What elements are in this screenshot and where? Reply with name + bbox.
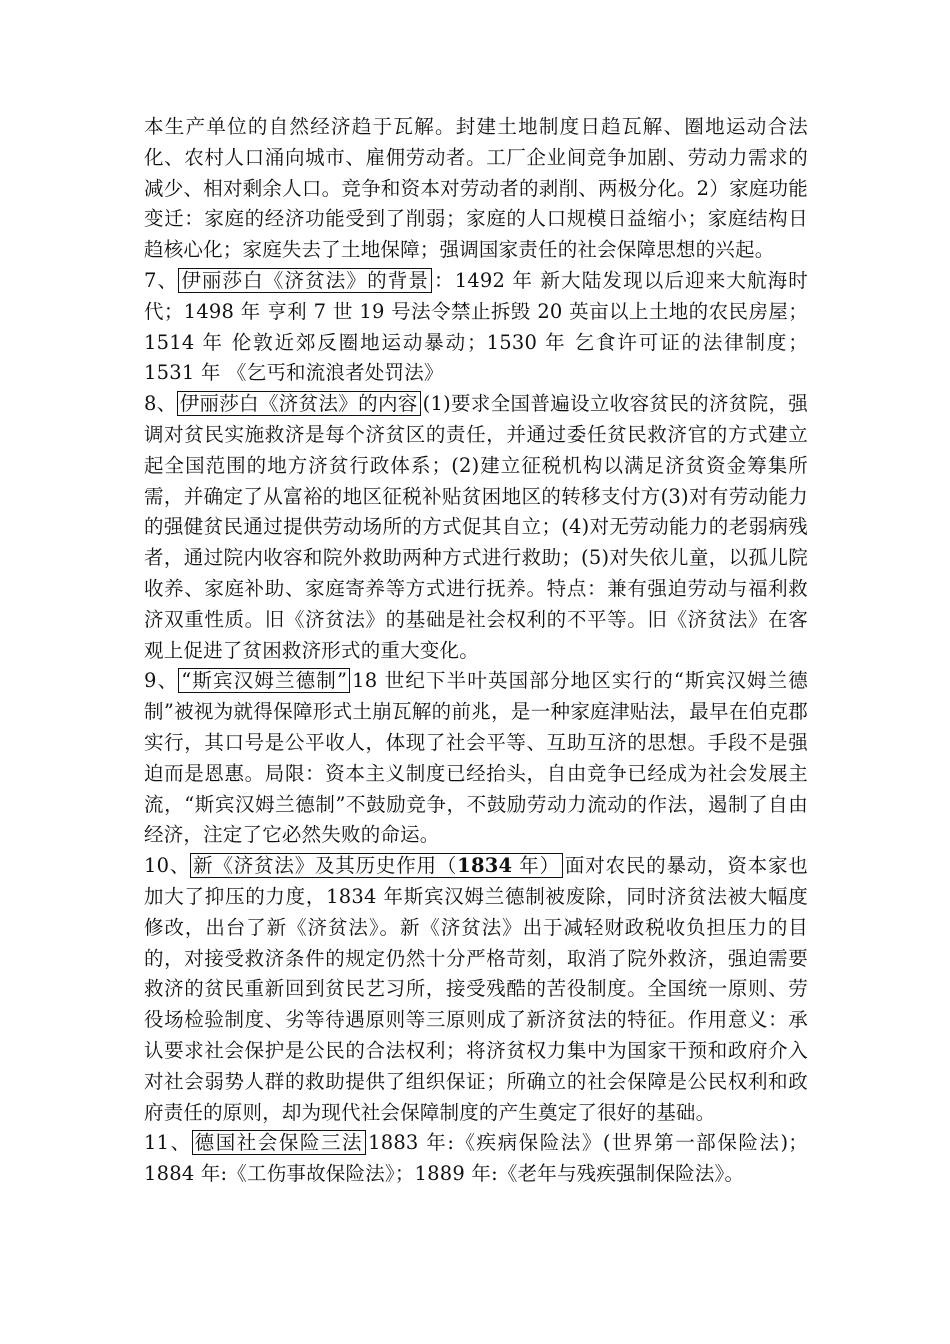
boxed-heading: “斯宾汉姆兰德制” [178, 668, 350, 693]
heading-year: 1834 [457, 854, 513, 878]
item-number: 7、 [144, 268, 179, 292]
item-number: 8、 [144, 392, 177, 416]
item-text: 1883 年:《疾病保险法》(世界第一部保险法)；1884 年:《工伤事故保险法》；1889 年:《老年与残疾强制保险法》。 [144, 1131, 808, 1186]
item-text: 18 世纪下半叶英国部分地区实行的“斯宾汉姆兰德制”被视为就得保障形式土崩瓦解的前兆，是一种家庭津贴法，最早在伯克郡实行，其口号是公平收人，体现了社会平等、互助互济的思想。手段不是强迫而是恩惠。局限：资本主义制度已经抬头，自由竞争已经成为社会发展主流，“斯宾汉姆兰德制”不鼓励竞争，不鼓励劳动力流动的作法，遏制了自由经济，注定了它必然失败的命运。 [144, 669, 809, 847]
item-text: 面对农民的暴动，资本家也加大了抑压的力度，1834 年斯宾汉姆兰德制被废除，同时济贫法被大幅度修改，出台了新《济贫法》。新《济贫法》出于减轻财政税收负担压力的目的，对接受救济条件的规定仍然十分严格苛刻，取消了院外救济，强迫需要救济的贫民重新回到贫民艺习所，接受残酷的苦役制度。全国统一原则、劳役场检验制度、劣等待遇原则等三原则成了新济贫法的特征。作用意义：承认要求社会保护是公民的合法权利；将济贫权力集中为国家干预和政府介入对社会弱势人群的救助提供了组织保证；所确立的社会保障是公民权利和政府责任的原则，却为现代社会保障制度的产生奠定了很好的基础。 [144, 854, 808, 1124]
boxed-heading: 伊丽莎白《济贫法》的内容 [177, 391, 421, 416]
item-11 [144, 1128, 808, 1190]
heading-text-end: 年） [512, 854, 560, 878]
item-number: 11、 [144, 1131, 192, 1155]
item-7 [144, 266, 808, 389]
item-number: 10、 [144, 854, 191, 878]
item-10 [144, 851, 808, 1128]
intro-paragraph: 本生产单位的自然经济趋于瓦解。封建土地制度日趋瓦解、圈地运动合法化、农村人口涌向城市、雇佣劳动者。工厂企业间竞争加剧、劳动力需求的减少、相对剩余人口。竞争和资本对劳动者的剥削、两极分化。2）家庭功能变迁：家庭的经济功能受到了削弱；家庭的人口规模日益缩小；家庭结构日趋核心化；家庭失去了土地保障；强调国家责任的社会保障思想的兴起。 [144, 115, 808, 262]
document-page [144, 112, 808, 1190]
boxed-heading: 伊丽莎白《济贫法》的背景 [178, 268, 432, 293]
item-text: (1)要求全国普遍设立收容贫民的济贫院，强调对贫民实施救济是每个济贫区的责任，并通过委任贫民救济官的方式建立起全国范围的地方济贫行政体系；(2)建立征税机构以满足济贫资金筹集所需，并确定了从富裕的地区征税补贴贫困地区的转移支付方(3)对有劳动能力的强健贫民通过提供劳动场所的方式促其自立；(4)对无劳动能力的老弱病残者，通过院内收容和院外救助两种方式进行救助；(5)对失依儿童，以孤儿院收养、家庭补助、家庭寄养等方式进行抚养。特点：兼有强迫劳动与福利救济双重性质。旧《济贫法》的基础是社会权利的不平等。旧《济贫法》在客观上促进了贫困救济形式的重大变化。 [144, 392, 808, 662]
item-9 [144, 666, 808, 851]
boxed-heading: 德国社会保险三法 [192, 1130, 366, 1155]
boxed-heading [190, 853, 563, 878]
item-text: ：1492 年 新大陆发现以后迎来大航海时代；1498 年 亨利 7 世 19 号法令禁止拆毁 20 英亩以上土地的农民房屋；1514 年 伦敦近郊反圈地运动暴动；1530 年 乞食许可证的法律制度；1531 年 《乞丐和流浪者处罚法》 [144, 268, 808, 385]
item-8 [144, 389, 808, 666]
heading-text: 新《济贫法》及其历史作用（ [193, 854, 458, 878]
item-number: 9、 [144, 669, 179, 693]
